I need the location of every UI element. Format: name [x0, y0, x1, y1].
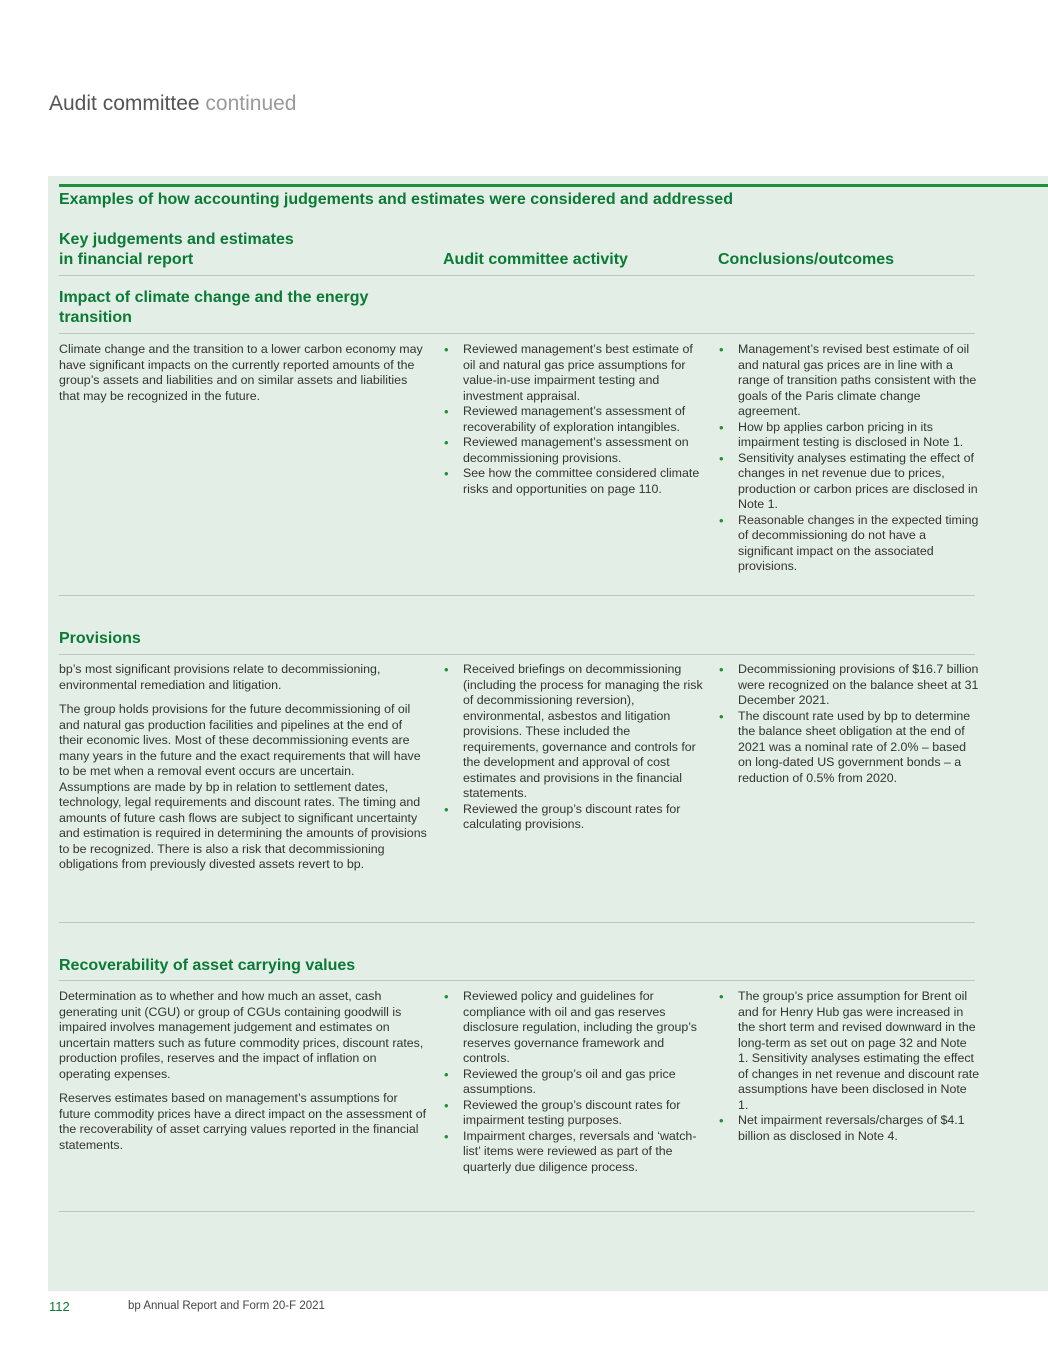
list-item-text: Decommissioning provisions of $16.7 billion were recognized on the balance sheet at 31 December 2021. — [738, 662, 979, 707]
bullet-icon: • — [444, 1097, 449, 1113]
bullet-icon: • — [444, 466, 449, 481]
publication-name: bp Annual Report and Form 20-F 2021 — [128, 1300, 325, 1312]
list-item-text: The group’s price assumption for Brent oil and for Henry Hub gas were increased in the short term and revised downward in the long-term as set out on page 32 and Note 1. Sensitivity analyses estimating the effect of changes in net revenue and discount rate assumptions have been disclosed in Note 1. — [738, 989, 980, 1112]
bullet-icon: • — [719, 342, 724, 357]
bullet-icon: • — [444, 1128, 449, 1144]
column-header-judgements-line1: Key judgements and estimates — [59, 231, 294, 248]
list-item-text: Reviewed management’s assessment on decommissioning provisions. — [463, 435, 689, 465]
list-item — [443, 342, 705, 404]
list-item — [718, 662, 980, 709]
list-item — [443, 404, 705, 435]
list-item-text: Reviewed the group’s oil and gas price assumptions. — [463, 1066, 676, 1096]
list-item-text: Reviewed the group’s discount rates for calculating provisions. — [463, 801, 681, 831]
list-item-text: How bp applies carbon pricing in its impairment testing is disclosed in Note 1. — [738, 419, 964, 449]
row-rule — [59, 980, 975, 981]
list-item-text: See how the committee considered climate risks and opportunities on page 110. — [463, 466, 700, 496]
row-title-provisions: Provisions — [59, 630, 141, 647]
row-rule — [59, 1211, 975, 1212]
list-item — [443, 802, 705, 833]
list-item-text: Reasonable changes in the expected timing of decommissioning do not have a significant impact on the associated provisions. — [738, 512, 979, 573]
bullet-icon: • — [719, 450, 724, 466]
bullet-icon: • — [719, 1113, 724, 1128]
description-paragraph: Reserves estimates based on management’s assumptions for future commodity prices have a direct impact on the assessment of the recoverability of asset carrying values reported in the financial statements. — [59, 1091, 427, 1152]
row-title-climate: Impact of climate change and the energy transition — [59, 289, 369, 326]
description-paragraph: bp’s most significant provisions relate to decommissioning, environmental remediation and litigation. — [59, 662, 381, 692]
column-header-outcomes: Conclusions/outcomes — [718, 251, 895, 268]
list-item — [718, 1113, 980, 1144]
column-header-judgements-line2: in financial report — [59, 251, 194, 268]
description-paragraph: Climate change and the transition to a lower carbon economy may have significant impacts on the currently reported amounts of the group’s assets and liabilities and on similar assets and liabilities that may be recognized in the future. — [59, 342, 423, 403]
bullet-icon: • — [444, 662, 449, 677]
list-item-text: Reviewed policy and guidelines for compliance with oil and gas reserves disclosure regulation, including the group’s reserves governance framework and controls. — [463, 989, 697, 1065]
column-header-judgements — [59, 230, 294, 270]
row-outcomes-recoverability — [718, 989, 980, 1144]
top-green-rule — [59, 184, 1048, 187]
row-outcomes-provisions — [718, 662, 980, 786]
description-paragraph: Determination as to whether and how much an asset, cash generating unit (CGU) or group of CGUs containing goodwill is impaired involves management judgement and estimates on uncertain matters such as future commodity prices, discount rates, production profiles, reserves and the impact of inflation on operating expenses. — [59, 989, 424, 1081]
section-heading: Examples of how accounting judgements and estimates were considered and addressed — [59, 191, 733, 208]
bullet-icon: • — [444, 404, 449, 419]
list-item-text: Impairment charges, reversals and ‘watch-list’ items were reviewed as part of the quarterly due diligence process. — [463, 1128, 697, 1174]
header-rule — [59, 275, 975, 276]
bullet-icon: • — [444, 989, 449, 1004]
list-item-text: Net impairment reversals/charges of $4.1 billion as disclosed in Note 4. — [738, 1113, 965, 1143]
list-item — [718, 709, 980, 787]
list-item — [443, 1129, 705, 1176]
list-item — [443, 435, 705, 466]
row-description-provisions — [59, 662, 427, 882]
list-item-text: Reviewed management’s assessment of recoverability of exploration intangibles. — [463, 404, 686, 434]
row-rule — [59, 595, 975, 596]
bullet-icon: • — [444, 801, 449, 817]
list-item-text: Sensitivity analyses estimating the effect of changes in net revenue due to prices, production or carbon prices are disclosed in Note 1. — [738, 450, 978, 511]
column-header-activity: Audit committee activity — [443, 251, 628, 268]
bullet-icon: • — [719, 512, 724, 528]
row-activity-climate — [443, 342, 705, 497]
row-rule — [59, 333, 975, 334]
list-item-text: Reviewed the group’s discount rates for impairment testing purposes. — [463, 1097, 681, 1127]
description-paragraph: The group holds provisions for the future decommissioning of oil and natural gas production facilities and pipelines at the end of their economic lives. Most of these decommissioning events are many years in the future and the exact requirements that will have to be met when a removal event occurs are uncertain. Assumptions are made by bp in relation to settlement dates, technology, legal requirements and discount rates. The timing and amounts of future cash flows are subject to significant uncertainty and estimation is required in determining the amounts of provisions to be recognized. There is also a risk that decommissioning obligations from previously divested assets revert to bp. — [59, 702, 427, 871]
bullet-icon: • — [719, 989, 724, 1004]
list-item — [718, 989, 980, 1113]
list-item — [443, 466, 705, 497]
bullet-icon: • — [444, 435, 449, 450]
row-rule — [59, 654, 975, 655]
bullet-icon: • — [719, 419, 724, 435]
row-activity-recoverability — [443, 989, 705, 1175]
row-description-climate — [59, 342, 427, 413]
page-number: 112 — [49, 1299, 70, 1314]
row-rule — [59, 922, 975, 923]
page-title-main: Audit committee — [49, 92, 200, 115]
list-item-text: Reviewed management’s best estimate of oil and natural gas price assumptions for value-in-use impairment testing and investment appraisal. — [463, 342, 693, 403]
bullet-icon: • — [444, 342, 449, 357]
bullet-icon: • — [444, 1066, 449, 1082]
list-item — [443, 662, 705, 802]
list-item — [718, 420, 980, 451]
bullet-icon: • — [719, 708, 724, 724]
page-title-suffix: continued — [205, 92, 297, 115]
row-outcomes-climate — [718, 342, 980, 575]
list-item — [718, 513, 980, 575]
row-title-recoverability: Recoverability of asset carrying values — [59, 957, 356, 974]
row-description-recoverability — [59, 989, 427, 1162]
list-item-text: Received briefings on decommissioning (including the process for managing the risk of decommissioning reversion), environmental, asbestos and litigation provisions. These included the requirements, governance and controls for the development and approval of cost estimates and provisions in the financial statements. — [463, 662, 703, 800]
list-item — [443, 1067, 705, 1098]
list-item — [443, 989, 705, 1067]
row-activity-provisions — [443, 662, 705, 833]
bullet-icon: • — [719, 662, 724, 677]
list-item — [718, 451, 980, 513]
list-item — [718, 342, 980, 420]
list-item — [443, 1098, 705, 1129]
page-title — [49, 92, 296, 116]
list-item-text: The discount rate used by bp to determine the balance sheet obligation at the end of 2021 was a nominal rate of 2.0% – based on long-dated US government bonds – a reduction of 0.5% from 2020. — [738, 708, 971, 785]
list-item-text: Management’s revised best estimate of oil and natural gas prices are in line with a range of transition paths consistent with the goals of the Paris climate change agreement. — [738, 342, 977, 418]
